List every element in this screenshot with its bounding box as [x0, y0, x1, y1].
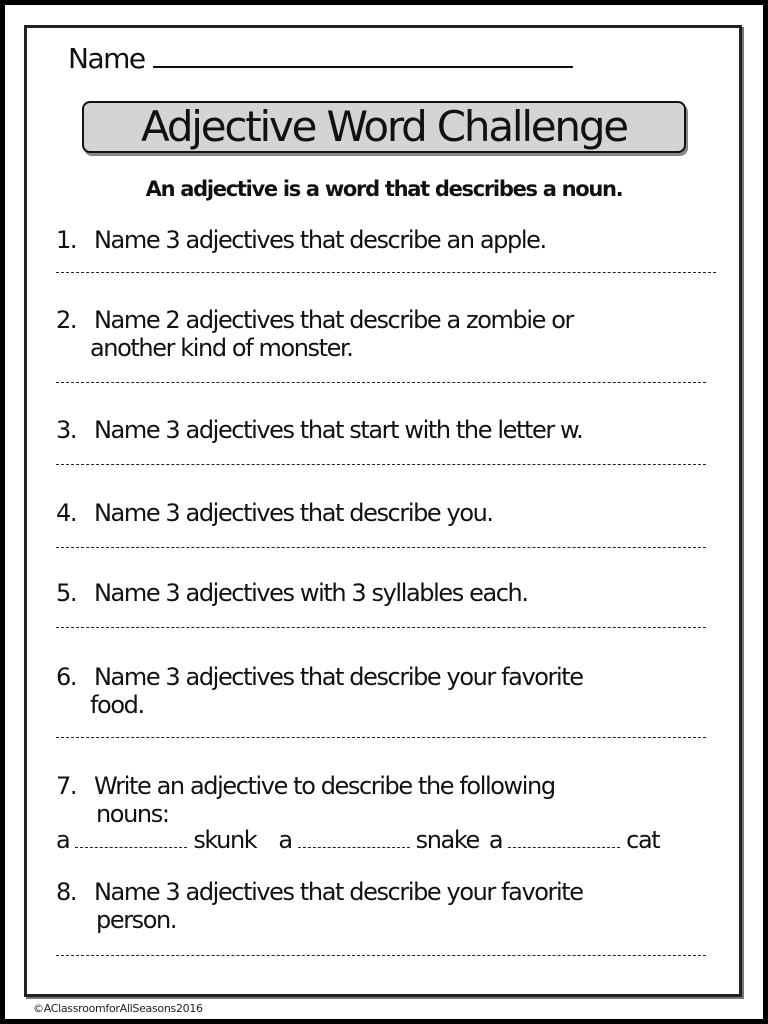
answer-line-6[interactable]	[56, 737, 706, 738]
name-answer-line[interactable]	[153, 44, 573, 68]
worksheet-title: Adjective Word Challenge	[141, 102, 627, 151]
question-text: Name 3 adjectives that describe your favorite	[94, 878, 583, 906]
article-3: a	[488, 826, 503, 854]
question-text: Name 3 adjectives that start with the letter w.	[94, 416, 583, 444]
noun-skunk: skunk	[193, 826, 257, 854]
question-number: 8.	[56, 878, 77, 906]
definition-text: An adjective is a word that describes a noun.	[145, 177, 623, 201]
question-text: Write an adjective to describe the following	[94, 772, 555, 800]
copyright-notice: ©AClassroomforAllSeasons2016	[33, 1002, 203, 1015]
question-text-continued: person.	[96, 906, 177, 934]
question-4	[56, 499, 493, 527]
question-number: 6.	[56, 663, 77, 691]
question-text: Name 3 adjectives that describe your favorite	[94, 663, 583, 691]
question-number: 3.	[56, 416, 77, 444]
question-text: Name 2 adjectives that describe a zombie or	[94, 306, 573, 334]
question-text: Name 3 adjectives with 3 syllables each.	[94, 579, 528, 607]
answer-line-5[interactable]	[56, 627, 706, 628]
question-8	[56, 878, 583, 934]
name-label: Name	[68, 42, 145, 75]
answer-line-2[interactable]	[56, 382, 706, 383]
question-5	[56, 579, 528, 607]
answer-line-4[interactable]	[56, 547, 706, 548]
question-text-continued: food.	[90, 691, 144, 719]
question-2	[56, 306, 573, 362]
question-6	[56, 663, 583, 719]
title-banner	[82, 101, 686, 153]
blank-skunk[interactable]	[75, 829, 187, 848]
noun-cat: cat	[626, 826, 660, 854]
question-1	[56, 226, 546, 254]
blank-cat[interactable]	[508, 829, 620, 848]
question-text: Name 3 adjectives that describe you.	[94, 499, 493, 527]
question-3	[56, 416, 582, 444]
question-text-continued: another kind of monster.	[90, 334, 353, 362]
answer-line-3[interactable]	[56, 464, 706, 465]
blank-snake[interactable]	[298, 829, 410, 848]
question-7	[56, 772, 555, 828]
article-2: a	[278, 826, 292, 854]
noun-blanks-row	[56, 826, 659, 854]
question-number: 4.	[56, 499, 77, 527]
name-row	[68, 42, 573, 78]
noun-snake: snake	[415, 826, 479, 854]
question-number: 2.	[56, 306, 77, 334]
answer-line-1[interactable]	[56, 272, 716, 273]
question-number: 5.	[56, 579, 77, 607]
question-number: 1.	[56, 226, 77, 254]
question-number: 7.	[56, 772, 77, 800]
question-text-continued: nouns:	[96, 800, 169, 828]
article-1: a	[56, 826, 70, 854]
question-text: Name 3 adjectives that describe an apple.	[94, 226, 546, 254]
answer-line-8[interactable]	[56, 955, 706, 956]
